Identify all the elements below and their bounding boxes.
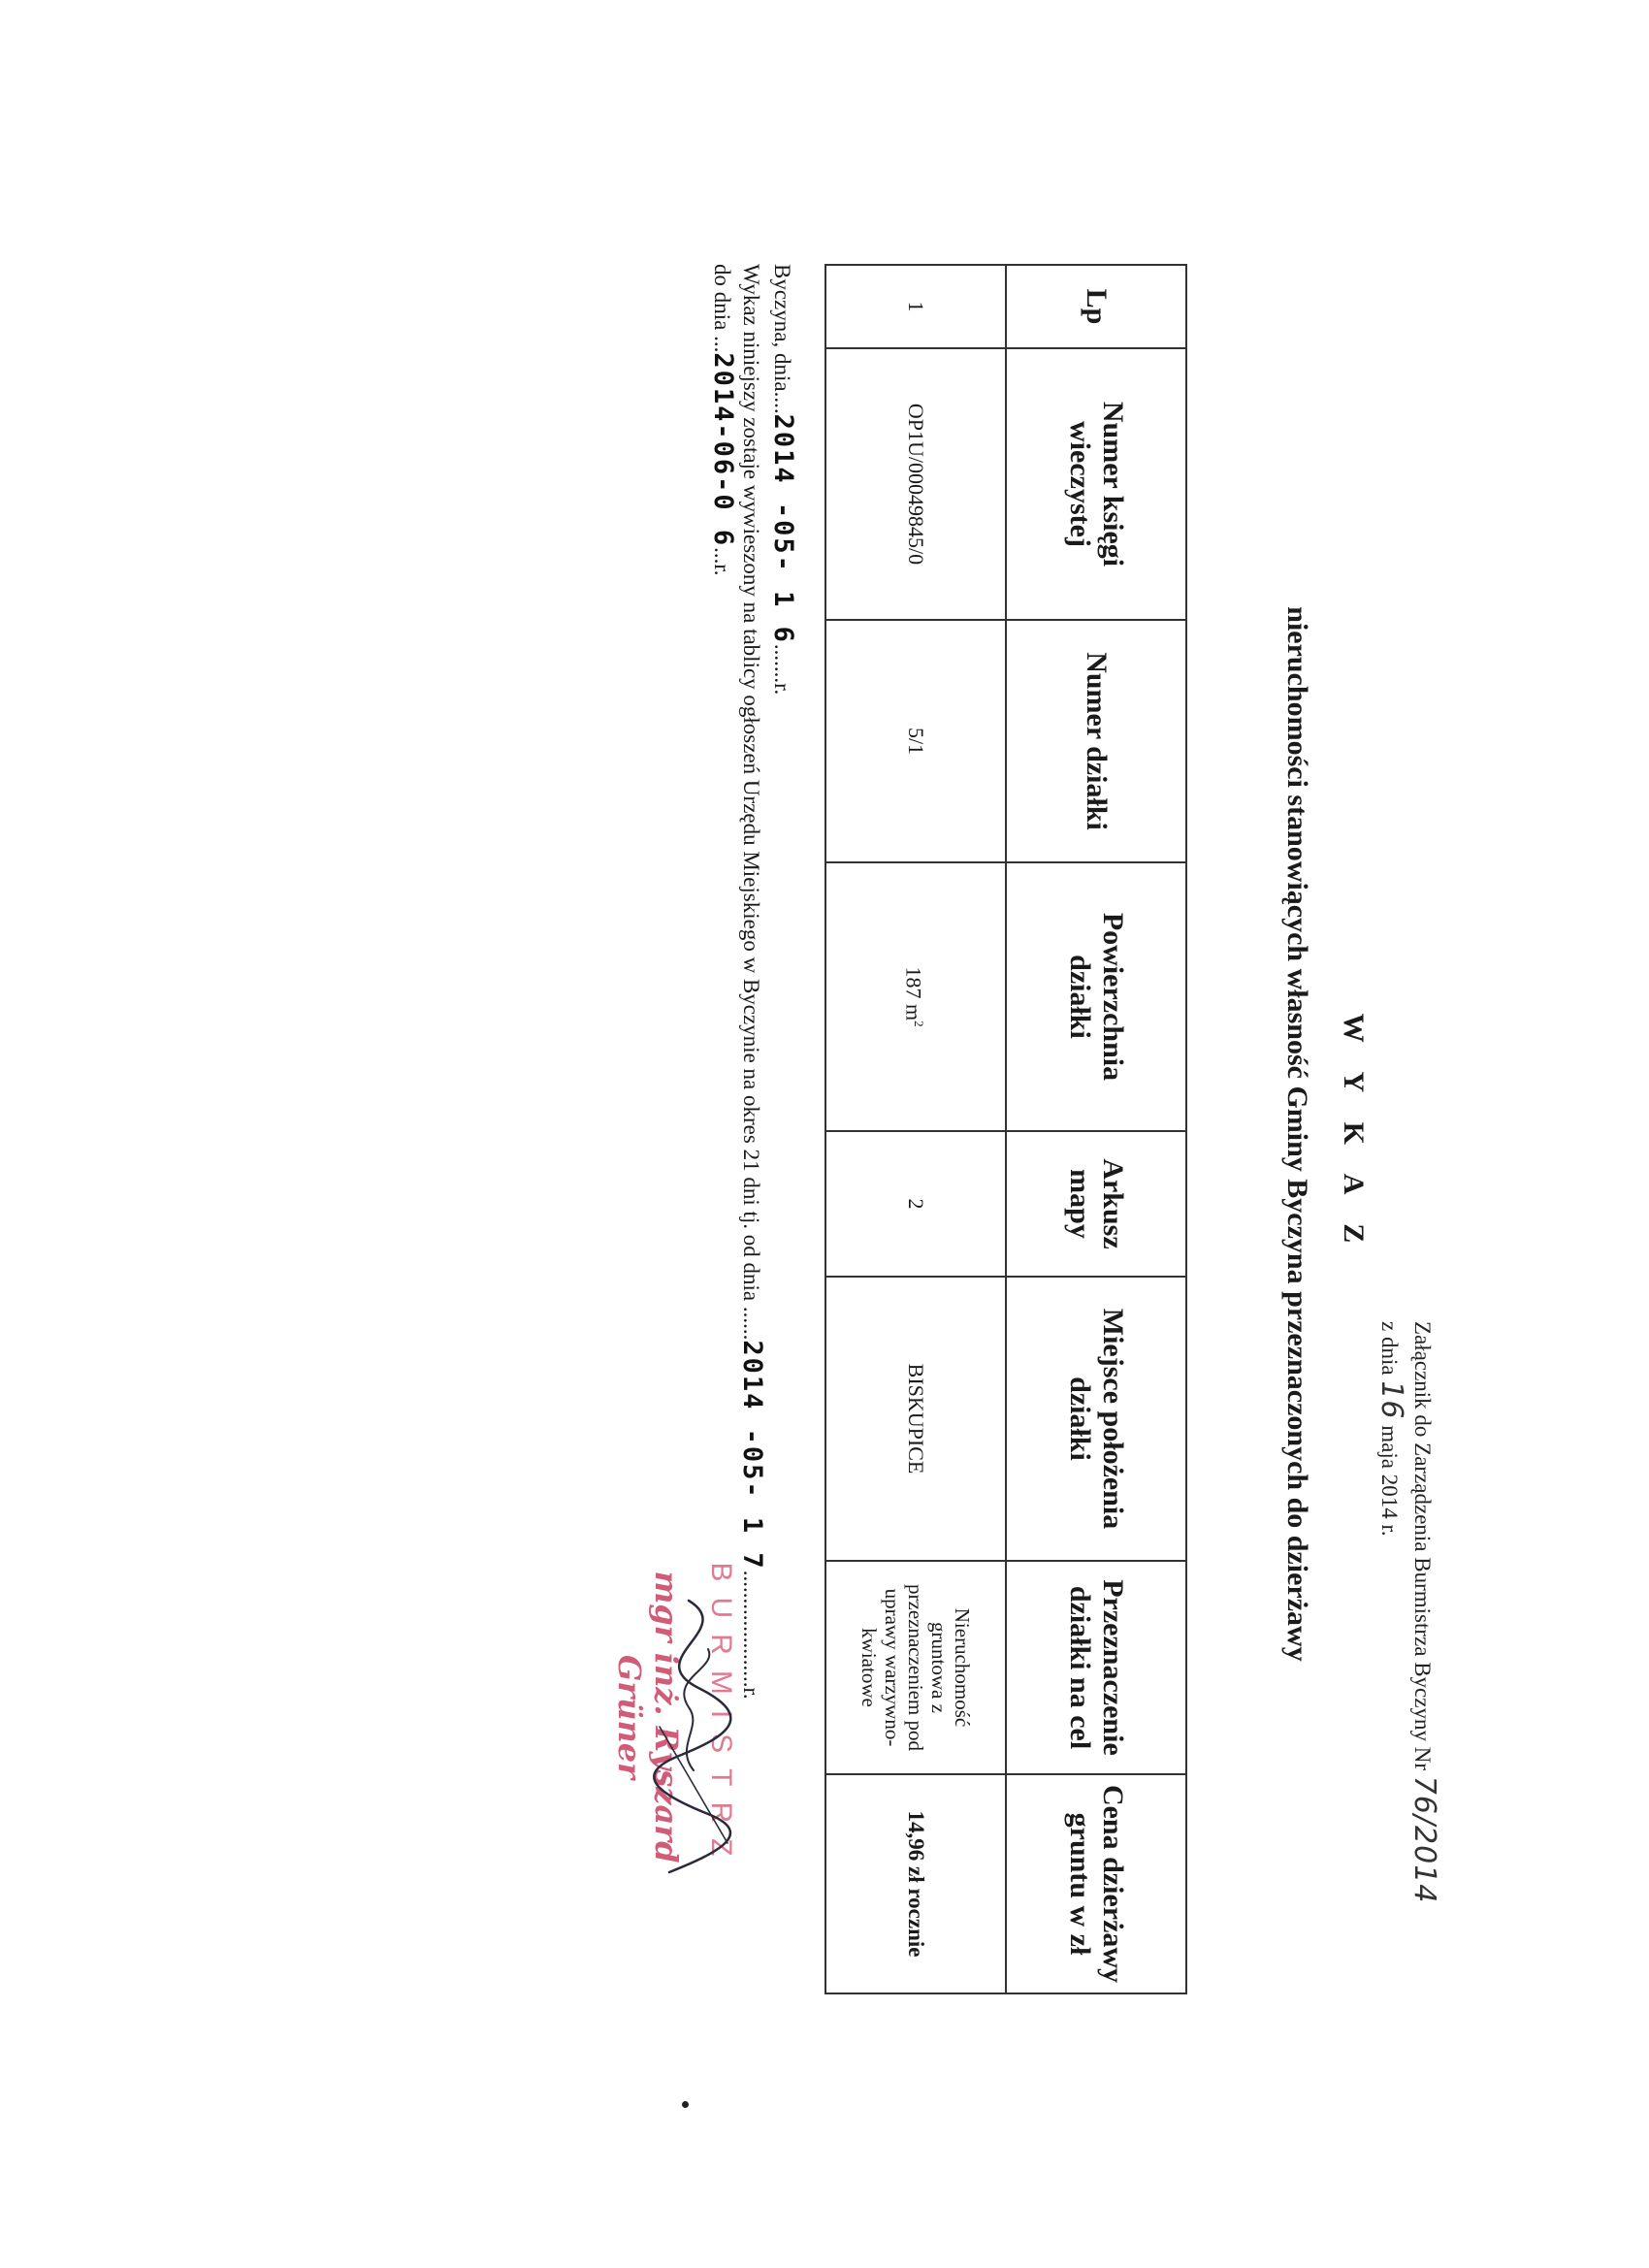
handwritten-order-number: 76/2014 (1407, 1775, 1441, 1904)
issue-date-line (767, 264, 797, 695)
annex-date-line (1374, 1321, 1406, 1537)
posting-end-suffix: ...r. (710, 547, 734, 576)
issue-date-prefix: Byczyna, dnia.... (770, 264, 794, 414)
table-header-row (1006, 265, 1186, 1993)
posting-end-date-stamp: 2014-06-0 6 (708, 352, 738, 548)
header-plot-number: Numer działki (1006, 620, 1186, 862)
stamp-title: BURMISTRZ (705, 1562, 737, 1872)
cell-plot-area (825, 862, 1006, 1131)
posting-end-line (707, 264, 737, 576)
ink-dot-mark (682, 2101, 689, 2108)
annex-date-suffix: maja 2014 r. (1377, 1425, 1402, 1537)
property-table (824, 264, 1187, 1994)
header-lp: Lp (1006, 265, 1186, 348)
handwritten-day: 16 (1374, 1380, 1408, 1420)
stamp-name: mgr inż. Ryszard Grüner (611, 1571, 685, 1863)
cell-map-sheet: 2 (825, 1131, 1006, 1277)
annex-text: Załącznik do Zarządzenia Burmistrza Byczyny Nr (1410, 1321, 1435, 1770)
posting-notice-suffix: .....................r. (739, 1570, 763, 1700)
header-plot-purpose: Przeznaczenie działki na cel (1006, 1561, 1186, 1774)
cell-land-register-number: OP1U/00049845/0 (825, 348, 1006, 620)
issue-date-suffix: .......r. (770, 643, 794, 696)
cell-lp: 1 (825, 265, 1006, 348)
plot-area-value: 187 m (901, 966, 926, 1021)
cell-lease-price: 14,96 zł rocznie (825, 1774, 1006, 1993)
handwritten-signature (630, 1591, 747, 1882)
posting-notice-text: Wykaz niniejszy zostaje wywieszony na tablicy ogłoszeń Urzędu Miejskiego w Byczynie na okres 21 dni tj. od dnia ...... (739, 264, 763, 1341)
posting-notice-line (736, 264, 766, 1700)
table-row (825, 265, 1006, 1993)
cell-plot-location: BISKUPICE (825, 1277, 1006, 1561)
annex-reference-line (1406, 1321, 1439, 1903)
header-map-sheet: Arkusz mapy (1006, 1131, 1186, 1277)
header-land-register-number: Numer księgi wieczystej (1006, 348, 1186, 620)
plot-area-exponent: 2 (911, 1021, 926, 1027)
issue-date-stamp: 2014 -05- 1 6 (768, 413, 798, 644)
document-title: W Y K A Z (1338, 1013, 1370, 1255)
cell-plot-number: 5/1 (825, 620, 1006, 862)
header-plot-location: Miejsce położenia działki (1006, 1277, 1186, 1561)
document-subtitle: nieruchomości stanowiących własność Gminy Byczyna przeznaczonych do dzierżawy (1281, 606, 1313, 1662)
posting-end-prefix: do dnia ... (710, 264, 734, 353)
cell-plot-purpose: Nieruchomość gruntowa z przeznaczeniem pod uprawy warzywno-kwiatowe (825, 1561, 1006, 1774)
header-plot-area: Powierzchnia działki (1006, 862, 1186, 1131)
posting-start-date-stamp: 2014 -05- 1 7 (737, 1340, 767, 1571)
header-lease-price: Cena dzierżawy gruntu w zł (1006, 1774, 1186, 1993)
annex-date-prefix: z dnia (1377, 1321, 1402, 1376)
